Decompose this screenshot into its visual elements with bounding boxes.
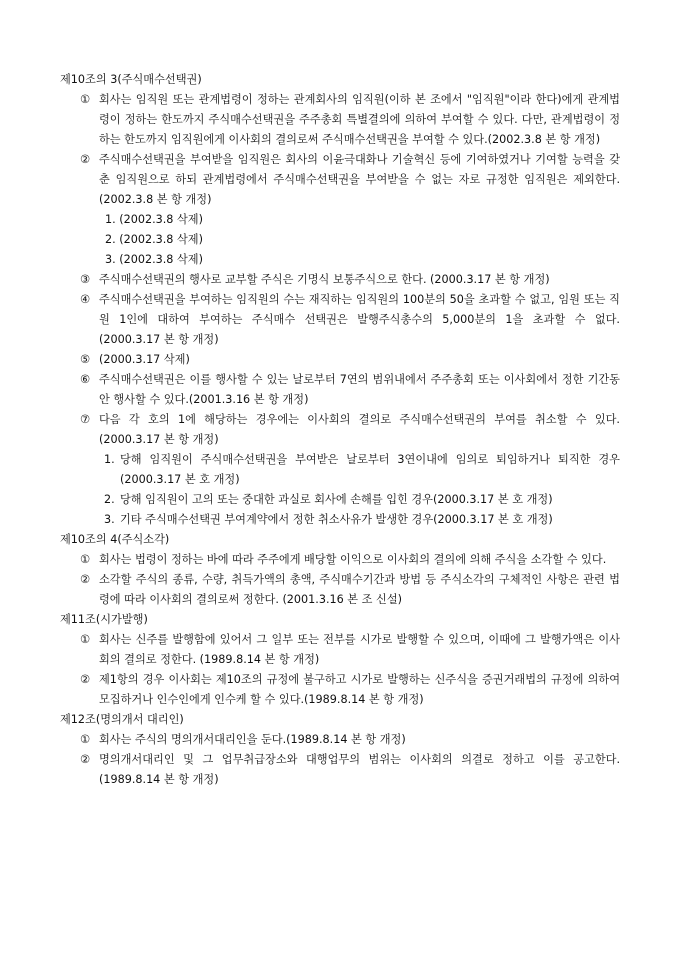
paragraph-text: 회사는 임직원 또는 관계법령이 정하는 관계회사의 임직원(이하 본 조에서 "임직원"이라 한다)에게 관계법령이 정하는 한도까지 주식매수선택권을 주주총회 특별결의에 의하여 부여할 수 있다. 다만, 관계법령이 정하는 한도까지 임직원에게 이사회의 결의로써 주식매수선택권을 부여할 수 있다.(2002.3.8 본 항 개정) <box>99 93 620 146</box>
subclause-text: 1. (2002.3.8 삭제) <box>105 213 203 226</box>
subclause-number: 3. <box>104 513 115 526</box>
paragraph-number: ⑦ <box>80 413 91 426</box>
article-paragraph <box>0 270 620 290</box>
subclause-number: 2. <box>104 493 115 506</box>
paragraph-number: ② <box>80 573 91 586</box>
subclause-text: 3. (2002.3.8 삭제) <box>105 253 203 266</box>
article-heading: 제10조의 4(주식소각) <box>60 533 170 546</box>
paragraph-text: 회사는 법령이 정하는 바에 따라 주주에게 배당할 이익으로 이사회의 결의에 의해 주식을 소각할 수 있다. <box>99 553 607 566</box>
paragraph-number: ④ <box>80 293 91 306</box>
article-paragraph <box>0 150 620 210</box>
subclause-text: 2. (2002.3.8 삭제) <box>105 233 203 246</box>
article-paragraph <box>0 570 620 610</box>
subclause-deleted <box>0 230 605 250</box>
paragraph-number: ① <box>80 633 91 646</box>
paragraph-number: ① <box>80 553 91 566</box>
paragraph-number: ③ <box>80 273 91 286</box>
paragraph-text: 소각할 주식의 종류, 수량, 취득가액의 총액, 주식매수기간과 방법 등 주식소각의 구체적인 사항은 관련 법령에 따라 이사회의 결의로써 정한다. (2001.3.16 본 조 신설) <box>99 573 620 606</box>
article-paragraph <box>0 670 620 710</box>
subclause-number: 1. <box>104 453 115 466</box>
paragraph-text: 다음 각 호의 1에 해당하는 경우에는 이사회의 결의로 주식매수선택권의 부여를 취소할 수 있다.(2000.3.17 본 항 개정) <box>99 413 620 446</box>
document-body <box>0 70 680 790</box>
paragraph-text: (2000.3.17 삭제) <box>99 353 190 366</box>
subclause-deleted <box>0 250 605 270</box>
paragraph-number: ② <box>80 753 91 766</box>
article-paragraph <box>0 290 620 350</box>
subclause-text: 당해 임직원이 고의 또는 중대한 과실로 회사에 손해를 입힌 경우(2000.3.17 본 호 개정) <box>120 493 553 506</box>
article-paragraph <box>0 90 620 150</box>
article-heading: 제11조(시가발행) <box>60 613 148 626</box>
article-paragraph <box>0 370 620 410</box>
paragraph-number: ② <box>80 673 91 686</box>
paragraph-text: 주식매수선택권을 부여하는 임직원의 수는 재직하는 임직원의 100분의 50을 초과할 수 없고, 임원 또는 직원 1인에 대하여 부여하는 주식매수 선택권은 발행주식총수의 5,000분의 1을 초과할 수 없다. (2000.3.17 본 항 개정) <box>99 293 620 346</box>
article-heading: 제10조의 3(주식매수선택권) <box>60 73 202 86</box>
paragraph-text: 주식매수선택권을 부여받을 임직원은 회사의 이윤극대화나 기술혁신 등에 기여하였거나 기여할 능력을 갖춘 임직원으로 하되 관계법령에서 주식매수선택권을 부여받을 수 없는 자로 규정한 임직원은 제외한다.(2002.3.8 본 항 개정) <box>99 153 620 206</box>
article-paragraph <box>0 350 620 370</box>
article-heading: 제12조(명의개서 대리인) <box>60 713 184 726</box>
paragraph-number: ⑥ <box>80 373 91 386</box>
paragraph-text: 명의개서대리인 및 그 업무취급장소와 대행업무의 범위는 이사회의 의결로 정하고 이를 공고한다.(1989.8.14 본 항 개정) <box>99 753 620 786</box>
paragraph-text: 제1항의 경우 이사회는 제10조의 규정에 불구하고 시가로 발행하는 신주식을 증권거래법의 규정에 의하여 모집하거나 인수인에게 인수케 할 수 있다.(1989.8.14 본 항 개정) <box>99 673 620 706</box>
article-paragraph <box>0 730 620 750</box>
paragraph-text: 주식매수선택권은 이를 행사할 수 있는 날로부터 7연의 범위내에서 주주총회 또는 이사회에서 정한 기간동안 행사할 수 있다.(2001.3.16 본 항 개정) <box>99 373 620 406</box>
paragraph-number: ① <box>80 93 91 106</box>
paragraph-number: ① <box>80 733 91 746</box>
article-paragraph <box>0 550 620 570</box>
paragraph-text: 회사는 주식의 명의개서대리인을 둔다.(1989.8.14 본 항 개정) <box>99 733 406 746</box>
subclause <box>0 450 620 490</box>
paragraph-number: ⑤ <box>80 353 91 366</box>
article-paragraph <box>0 630 620 670</box>
article-paragraph <box>0 410 620 450</box>
article-paragraph <box>0 750 620 790</box>
subclause <box>0 490 620 510</box>
paragraph-number: ② <box>80 153 91 166</box>
paragraph-text: 회사는 신주를 발행함에 있어서 그 일부 또는 전부를 시가로 발행할 수 있으며, 이때에 그 발행가액은 이사회의 결의로 정한다. (1989.8.14 본 항 개정) <box>99 633 620 666</box>
subclause-text: 당해 임직원이 주식매수선택권을 부여받은 날로부터 3연이내에 임의로 퇴임하거나 퇴직한 경우(2000.3.17 본 호 개정) <box>120 453 620 486</box>
subclause-deleted <box>0 210 605 230</box>
subclause-text: 기타 주식매수선택권 부여계약에서 정한 취소사유가 발생한 경우(2000.3.17 본 호 개정) <box>120 513 553 526</box>
subclause <box>0 510 620 530</box>
paragraph-text: 주식매수선택권의 행사로 교부할 주식은 기명식 보통주식으로 한다. (2000.3.17 본 항 개정) <box>99 273 550 286</box>
